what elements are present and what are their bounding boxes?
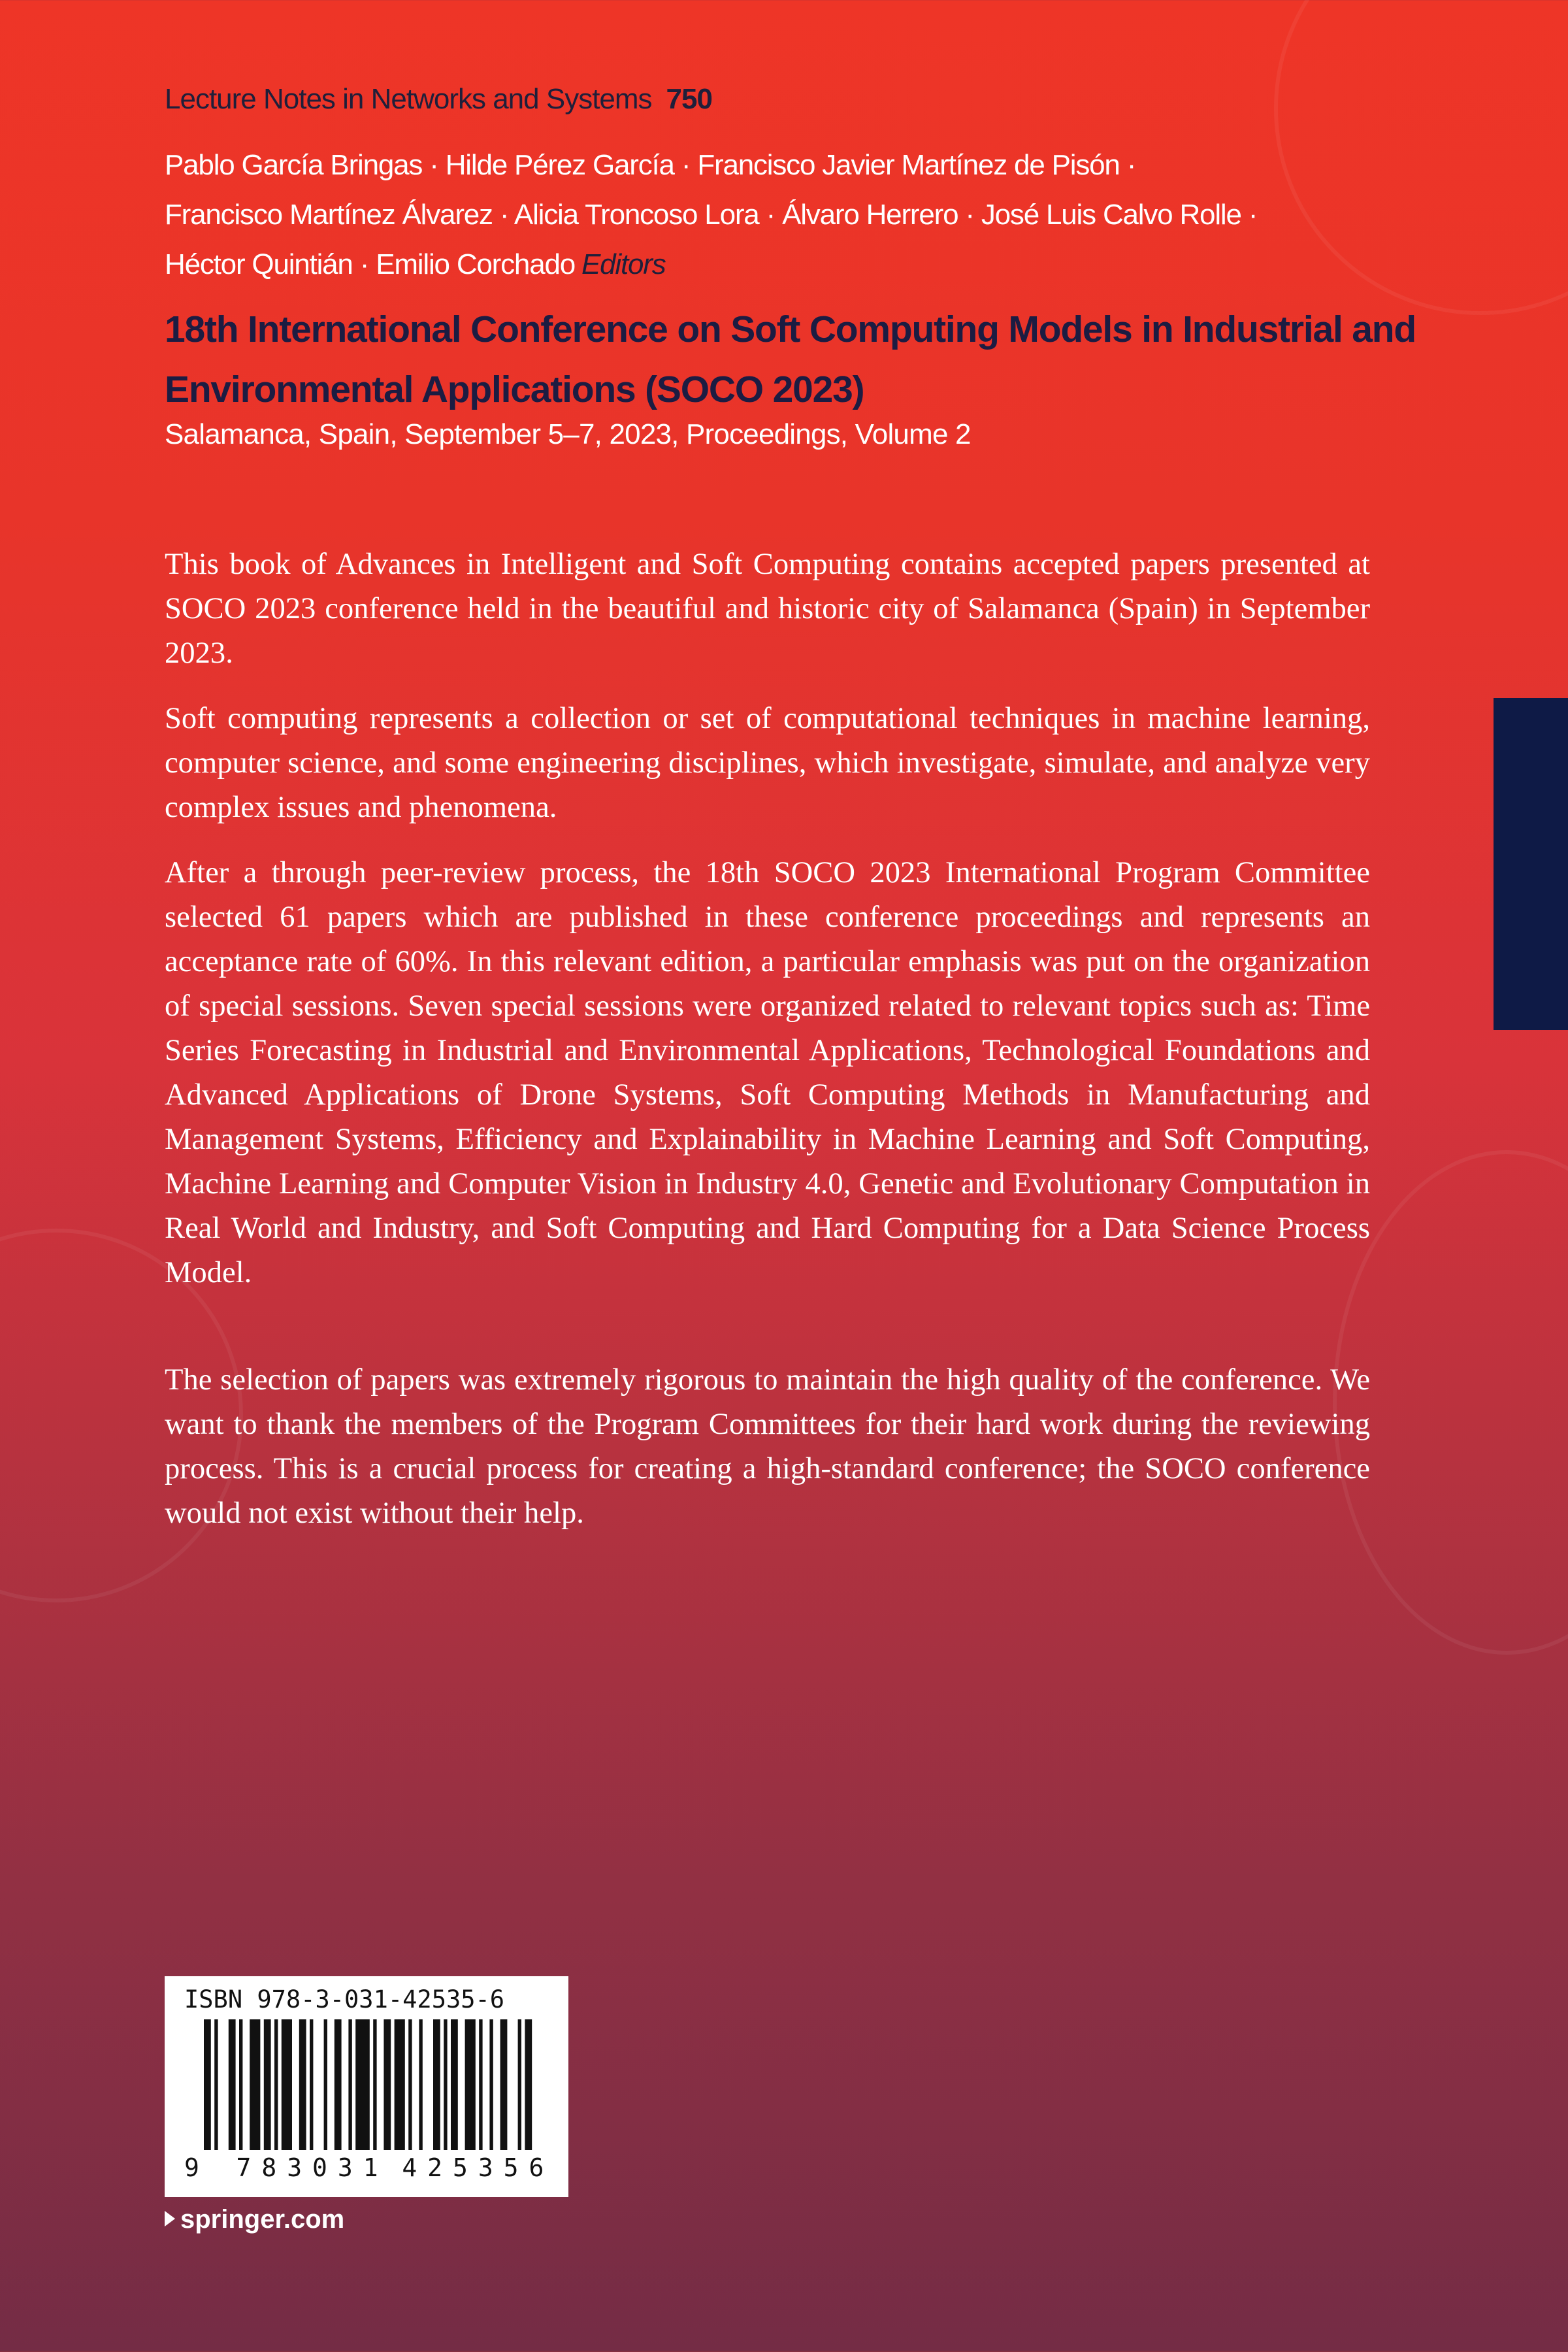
barcode-bar [299,2019,306,2150]
blurb-paragraph-1: This book of Advances in Intelligent and Soft Computing contains accepted papers presented at SOCO 2023 conference held in the beautiful and historic city of Salamanca (Spain) in September 2023. [165,547,1370,670]
barcode-digit: 7 [236,2153,252,2182]
isbn-barcode-box [165,1976,568,2197]
barcode-bar [239,2019,242,2150]
barcode-bar [348,2019,351,2150]
barcode-bar [229,2019,236,2150]
spine-tab [1494,698,1568,1030]
blurb-paragraph-3: After a through peer-review process, the 18th SOCO 2023 International Program Committee selected 61 papers which are published in these conference proceedings and represents an acceptance rate of 60%. In this relevant edition, a particular emphasis was put on the organization of special sessions. Seven special sessions were organized related to relevant topics such as: Time Series Forecasting in Industrial and Environmental Applications, Technological Foundations and Advanced Applications of Drone Systems, Soft Computing Methods in Manufacturing and Management Systems, Efficiency and Explainability in Machine Learning and Soft Computing, Machine Learning and Computer Vision in Industry 4.0, Genetic and Evolutionary Computation in Real World and Industry, and Soft Computing and Hard Computing for a Data Science Process Model. [165,855,1370,1289]
barcode-bar [408,2019,412,2150]
book-subtitle: Salamanca, Spain, September 5–7, 2023, Proceedings, Volume 2 [165,418,971,450]
barcode-center-gap [384,2153,397,2182]
barcode-digit: 4 [402,2153,417,2182]
series-volume-number: 750 [666,83,712,115]
barcode-bar [324,2019,327,2150]
barcode-bar [384,2019,391,2150]
background-swirl [1274,0,1568,315]
barcode-bar [373,2019,376,2150]
barcode-bar [310,2019,313,2150]
barcode-bar [282,2019,292,2150]
barcode-digit: 2 [427,2153,443,2182]
publisher-url: springer.com [180,2205,345,2234]
barcode-bar [500,2019,508,2150]
barcode-digit: 0 [312,2153,327,2182]
editors-line-2: Francisco Martínez Álvarez · Alicia Troncoso Lora · Álvaro Herrero · José Luis Calvo Rolle · [165,199,1258,231]
barcode-digit: 3 [287,2153,302,2182]
series-heading [165,83,712,116]
barcode-bar [479,2019,482,2150]
barcode-bar [518,2019,521,2150]
barcode-bar [433,2019,440,2150]
editors-line-1: Pablo García Bringas · Hilde Pérez García · Francisco Javier Martínez de Pisón · [165,149,1136,181]
barcode-bar [264,2019,271,2150]
barcode-bar [355,2019,370,2150]
book-title: 18th International Conference on Soft Computing Models in Industrial and Environmental Applications (SOCO 2023) [165,308,1416,410]
barcode-bar [214,2019,218,2150]
barcode-bar [444,2019,447,2150]
publisher-website-link[interactable] [165,2205,344,2234]
isbn-label: ISBN 978-3-031-42535-6 [184,1985,505,2013]
barcode-bar [335,2019,342,2150]
barcode-bar [274,2019,278,2150]
blurb-paragraph-4: The selection of papers was extremely rigorous to maintain the high quality of the conference. We want to thank the members of the Program Committees for their hard work during the reviewing process. This is a crucial process for creating a high-standard conference; the SOCO conference would not exist without their help. [165,1363,1370,1530]
barcode-image [204,2019,557,2150]
arrow-right-icon [165,2211,175,2227]
barcode-digits [231,2153,549,2182]
barcode-digit: 8 [261,2153,277,2182]
barcode-bar [419,2019,422,2150]
barcode-digit: 6 [529,2153,544,2182]
series-name: Lecture Notes in Networks and Systems [165,83,652,115]
barcode-lead-digit: 9 [184,2153,199,2182]
barcode-digit: 5 [503,2153,519,2182]
blurb-paragraph-2: Soft computing represents a collection or set of computational techniques in machine learning, computer science, and some engineering disciplines, which investigate, simulate, and analyze very complex issues and phenomena. [165,701,1370,824]
barcode-bar [250,2019,260,2150]
editors-line-3 [165,248,666,281]
barcode-bar [465,2019,476,2150]
barcode-digit: 5 [453,2153,468,2182]
barcode-digit: 3 [478,2153,493,2182]
editors-names: Héctor Quintián · Emilio Corchado [165,248,576,280]
barcode-bar [489,2019,493,2150]
barcode-digit: 1 [363,2153,378,2182]
barcode-bar [451,2019,458,2150]
barcode-bar [204,2019,211,2150]
barcode-bar [525,2019,532,2150]
editors-role-label: Editors [581,248,666,280]
barcode-bar [395,2019,405,2150]
barcode-digit: 3 [337,2153,353,2182]
